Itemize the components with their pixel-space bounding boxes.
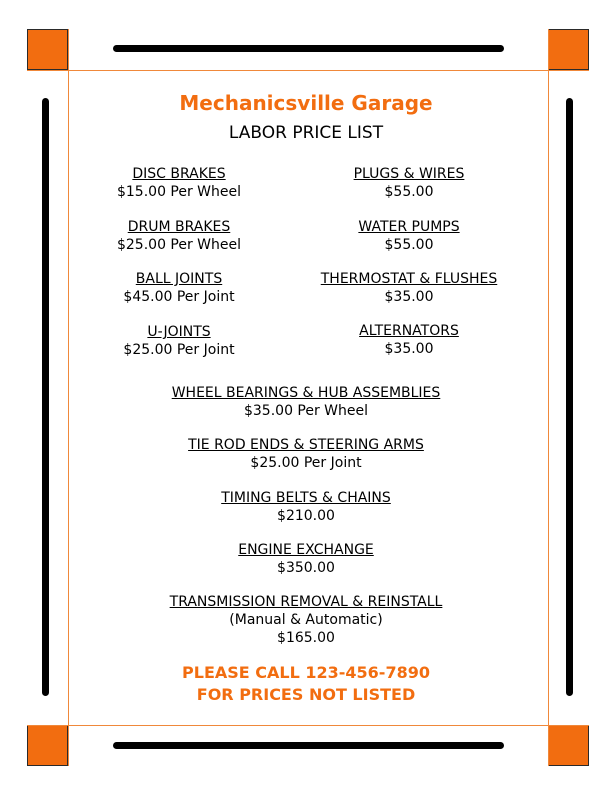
price-item-ball-joints <box>54 271 304 306</box>
price-item-thermostat-flushes <box>284 271 534 306</box>
item-name: U-JOINTS <box>147 324 211 340</box>
item-name: ENGINE EXCHANGE <box>238 542 374 558</box>
black-bar-top <box>113 45 504 52</box>
item-name: DRUM BRAKES <box>127 219 231 235</box>
price-item-wheel-bearings <box>0 385 612 420</box>
item-price: $210.00 <box>277 508 335 524</box>
frame-line-bottom <box>27 725 589 726</box>
item-name: TIMING BELTS & CHAINS <box>221 490 391 506</box>
item-price: $25.00 Per Joint <box>250 455 362 471</box>
item-name: TIE ROD ENDS & STEERING ARMS <box>188 437 424 453</box>
price-item-engine-exchange <box>0 542 612 577</box>
price-item-alternators <box>284 323 534 358</box>
item-price: $15.00 Per Wheel <box>116 184 242 200</box>
price-item-u-joints <box>54 324 304 359</box>
item-name: PLUGS & WIRES <box>353 166 465 182</box>
corner-square-top-right <box>548 29 589 70</box>
price-item-transmission <box>0 594 612 647</box>
price-item-timing-belts <box>0 490 612 525</box>
item-price: $55.00 <box>384 237 434 253</box>
item-name: WATER PUMPS <box>358 219 460 235</box>
item-name: BALL JOINTS <box>135 271 223 287</box>
corner-square-bottom-right <box>548 725 589 766</box>
item-price: $55.00 <box>384 184 434 200</box>
price-item-drum-brakes <box>54 219 304 254</box>
page-subtitle: LABOR PRICE LIST <box>228 123 384 143</box>
item-price: $165.00 <box>277 630 335 646</box>
item-name: THERMOSTAT & FLUSHES <box>320 271 498 287</box>
price-item-disc-brakes <box>54 166 304 201</box>
corner-square-bottom-left <box>27 725 68 766</box>
call-to-action-line-2: FOR PRICES NOT LISTED <box>196 685 416 704</box>
item-price: $35.00 Per Wheel <box>243 403 369 419</box>
item-price: $35.00 <box>384 341 434 357</box>
item-price: $25.00 Per Wheel <box>116 237 242 253</box>
item-note: (Manual & Automatic) <box>229 612 383 628</box>
item-price: $45.00 Per Joint <box>123 289 235 305</box>
item-name: DISC BRAKES <box>132 166 226 182</box>
item-name: TRANSMISSION REMOVAL & REINSTALL <box>169 594 443 610</box>
price-item-water-pumps <box>284 219 534 254</box>
frame-line-top <box>27 70 589 71</box>
call-to-action-line-1: PLEASE CALL 123-456-7890 <box>182 663 430 682</box>
price-item-plugs-wires <box>284 166 534 201</box>
item-name: ALTERNATORS <box>359 323 459 339</box>
item-price: $35.00 <box>384 289 434 305</box>
item-price: $350.00 <box>277 560 335 576</box>
item-price: $25.00 Per Joint <box>123 342 235 358</box>
page-title: Mechanicsville Garage <box>179 91 433 115</box>
item-name: WHEEL BEARINGS & HUB ASSEMBLIES <box>171 385 441 401</box>
corner-square-top-left <box>27 29 68 70</box>
black-bar-bottom <box>113 742 504 749</box>
price-item-tie-rod-ends <box>0 437 612 472</box>
